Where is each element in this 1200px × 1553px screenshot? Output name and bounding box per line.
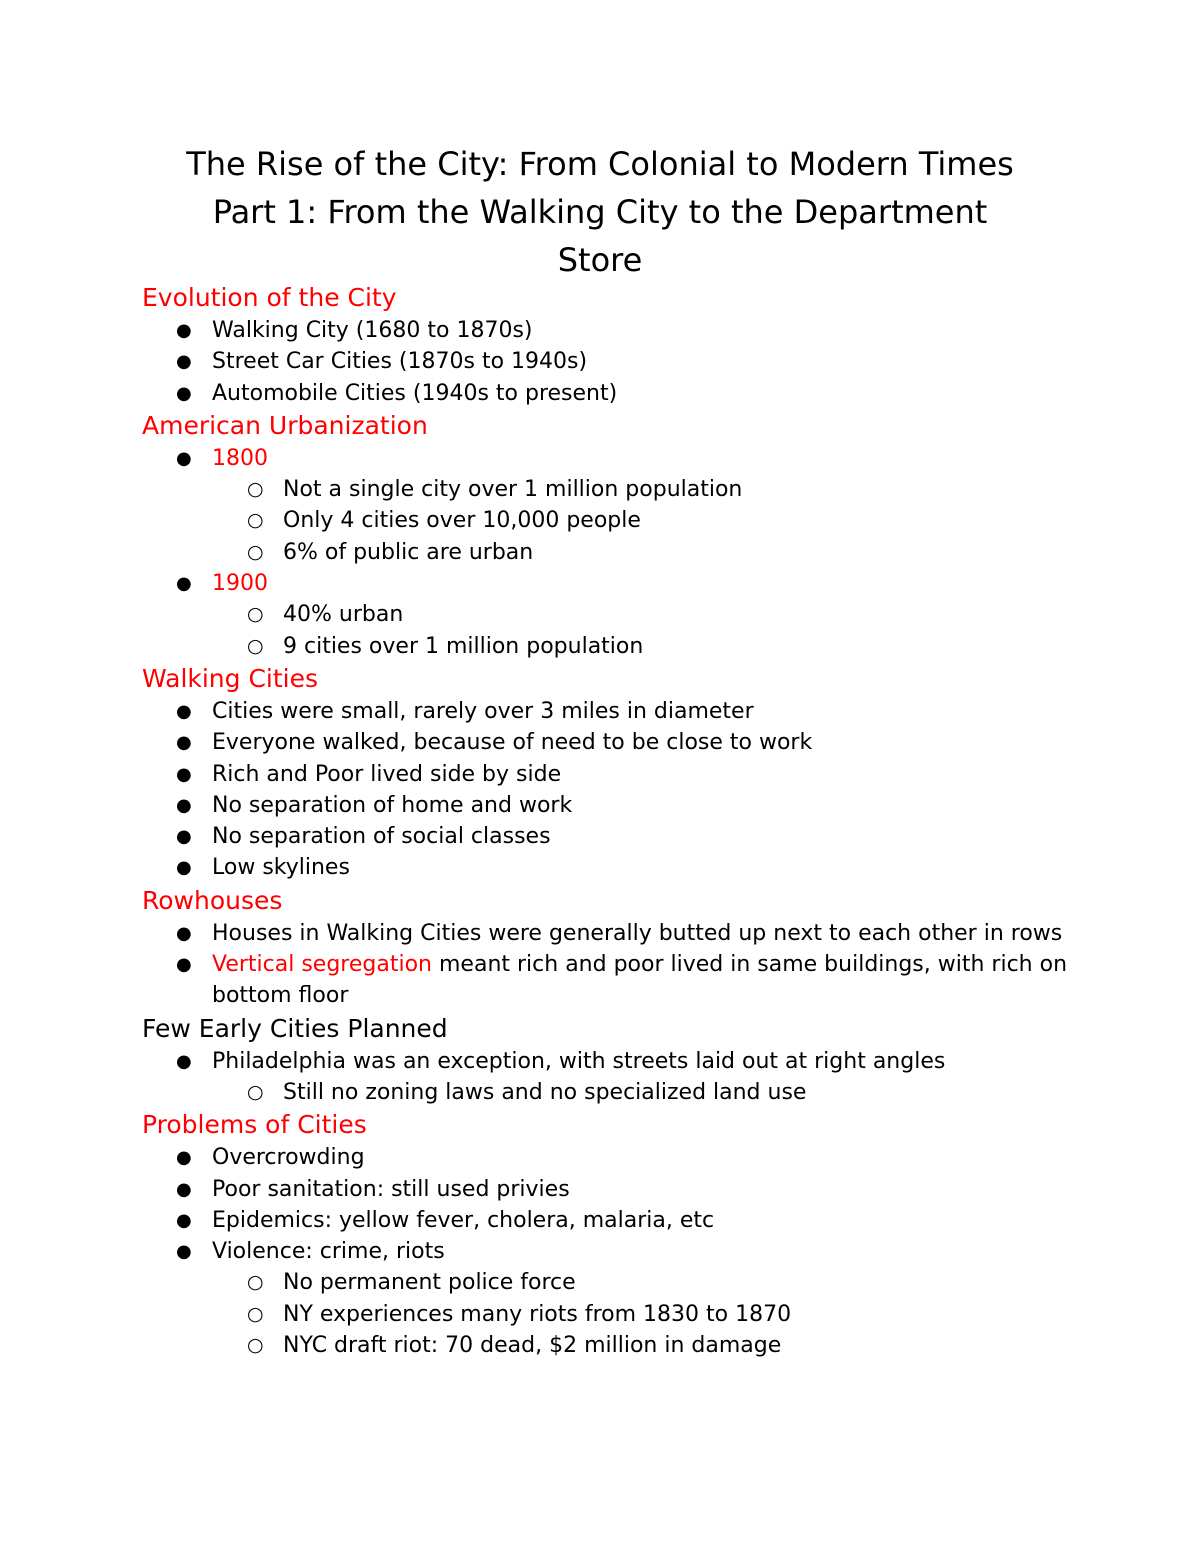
planned-cities-list: [142, 1046, 1082, 1109]
highlight-term: Vertical segregation: [212, 952, 432, 978]
list-item-text: meant rich and poor lived in same buildings, with rich on bottom floor: [212, 952, 1068, 1009]
list-item-text: Rich and Poor lived side by side: [212, 761, 562, 787]
list-item: [142, 1174, 1082, 1205]
list-item-text: No separation of home and work: [212, 792, 573, 818]
sub-list-item-text: No permanent police force: [283, 1270, 576, 1296]
list-item-text: Violence: crime, riots: [212, 1239, 445, 1265]
sub-list-item-text: NY experiences many riots from 1830 to 1870: [283, 1301, 792, 1327]
list-item-text: Cities were small, rarely over 3 miles in diameter: [212, 698, 754, 724]
filled-bullet-icon: ●: [176, 1147, 192, 1169]
list-item: [142, 1236, 1082, 1267]
hollow-bullet-icon: ○: [247, 509, 264, 532]
hollow-bullet-icon: ○: [247, 634, 264, 657]
list-item-text: Walking City (1680 to 1870s): [212, 318, 533, 343]
hollow-bullet-icon: ○: [247, 478, 264, 501]
heading-problems: Problems of Cities: [142, 1110, 367, 1140]
list-item-text: 1800: [212, 445, 268, 471]
list-item-year-1900: [142, 568, 1082, 599]
filled-bullet-icon: ●: [176, 794, 192, 816]
sub-list-item-text: 40% urban: [283, 602, 404, 628]
sub-list-item: [142, 537, 1082, 568]
filled-bullet-icon: ●: [176, 1178, 192, 1200]
sub-list-item-text: 9 cities over 1 million population: [283, 633, 644, 659]
list-item: [142, 696, 1082, 727]
sub-list-item: [142, 1267, 1082, 1298]
list-item: [142, 1205, 1082, 1236]
urbanization-list: [142, 443, 1082, 662]
sub-list-item: [142, 474, 1082, 505]
list-item: [142, 852, 1082, 883]
notes-body: [142, 281, 1082, 1361]
sub-list-item-text: NYC draft riot: 70 dead, $2 million in damage: [283, 1333, 782, 1359]
heading-rowhouses: Rowhouses: [142, 885, 283, 915]
filled-bullet-icon: ●: [176, 763, 192, 785]
sub-list-item-text: Still no zoning laws and no specialized land use: [283, 1079, 807, 1105]
filled-bullet-icon: ●: [176, 732, 192, 754]
list-item: [142, 821, 1082, 852]
rowhouses-list: [142, 918, 1082, 1012]
list-item: [142, 1046, 1082, 1077]
heading-walking-cities: Walking Cities: [142, 663, 319, 693]
filled-bullet-icon: ●: [176, 1241, 192, 1263]
list-item-text: Everyone walked, because of need to be close to work: [212, 730, 813, 756]
hollow-bullet-icon: ○: [247, 1302, 264, 1325]
heading-evolution: Evolution of the City: [142, 283, 397, 312]
list-item-text: Low skylines: [212, 855, 350, 881]
title-line-1: The Rise of the City: From Colonial to Modern Times: [186, 145, 1014, 183]
hollow-bullet-icon: ○: [247, 1271, 264, 1294]
list-item-text: Philadelphia was an exception, with streets laid out at right angles: [212, 1048, 946, 1074]
list-item-text: No separation of social classes: [212, 824, 551, 850]
list-item: [142, 1142, 1082, 1173]
filled-bullet-icon: ●: [176, 1050, 192, 1072]
sub-list-item: [142, 1077, 1082, 1108]
list-item: [142, 790, 1082, 821]
walking-cities-list: [142, 696, 1082, 884]
heading-planned-cities: Few Early Cities Planned: [142, 1013, 448, 1043]
document-title: [120, 140, 1080, 284]
list-item-text: Automobile Cities (1940s to present): [212, 380, 618, 406]
hollow-bullet-icon: ○: [247, 540, 264, 563]
sub-list-item-text: 6% of public are urban: [283, 539, 534, 565]
hollow-bullet-icon: ○: [247, 603, 264, 626]
title-line-2: Part 1: From the Walking City to the Department: [212, 193, 988, 231]
list-item-text: Overcrowding: [212, 1145, 365, 1171]
filled-bullet-icon: ●: [176, 700, 192, 722]
list-item-text: Poor sanitation: still used privies: [212, 1176, 570, 1202]
problems-list: [142, 1142, 1082, 1361]
list-item: [142, 346, 1082, 377]
evolution-list: [142, 315, 1082, 409]
sub-list-item: [142, 505, 1082, 536]
title-line-3: Store: [557, 241, 643, 279]
filled-bullet-icon: ●: [176, 573, 192, 595]
list-item: [142, 727, 1082, 758]
list-item-year-1800: [142, 443, 1082, 474]
list-item: [142, 315, 1082, 346]
filled-bullet-icon: ●: [176, 922, 192, 944]
list-item-text: Epidemics: yellow fever, cholera, malaria, etc: [212, 1207, 715, 1233]
filled-bullet-icon: ●: [176, 351, 192, 373]
filled-bullet-icon: ●: [176, 1209, 192, 1231]
sub-list-item: [142, 1299, 1082, 1330]
list-item-text: Houses in Walking Cities were generally butted up next to each other in rows: [212, 920, 1063, 946]
list-item: [142, 949, 1082, 1012]
filled-bullet-icon: ●: [176, 857, 192, 879]
filled-bullet-icon: ●: [176, 320, 192, 341]
heading-urbanization: American Urbanization: [142, 410, 428, 440]
list-item: [142, 918, 1082, 949]
list-item: [142, 378, 1082, 409]
sub-list-item-text: Not a single city over 1 million population: [283, 477, 743, 503]
filled-bullet-icon: ●: [176, 954, 192, 976]
sub-list-item: [142, 599, 1082, 630]
list-item: [142, 759, 1082, 790]
filled-bullet-icon: ●: [176, 826, 192, 848]
filled-bullet-icon: ●: [176, 447, 192, 469]
list-item-text: Street Car Cities (1870s to 1940s): [212, 349, 588, 375]
filled-bullet-icon: ●: [176, 382, 192, 404]
hollow-bullet-icon: ○: [247, 1080, 264, 1103]
sub-list-item: [142, 631, 1082, 662]
list-item-text: 1900: [212, 571, 268, 597]
hollow-bullet-icon: ○: [247, 1334, 264, 1357]
sub-list-item: [142, 1330, 1082, 1361]
sub-list-item-text: Only 4 cities over 10,000 people: [283, 508, 641, 534]
